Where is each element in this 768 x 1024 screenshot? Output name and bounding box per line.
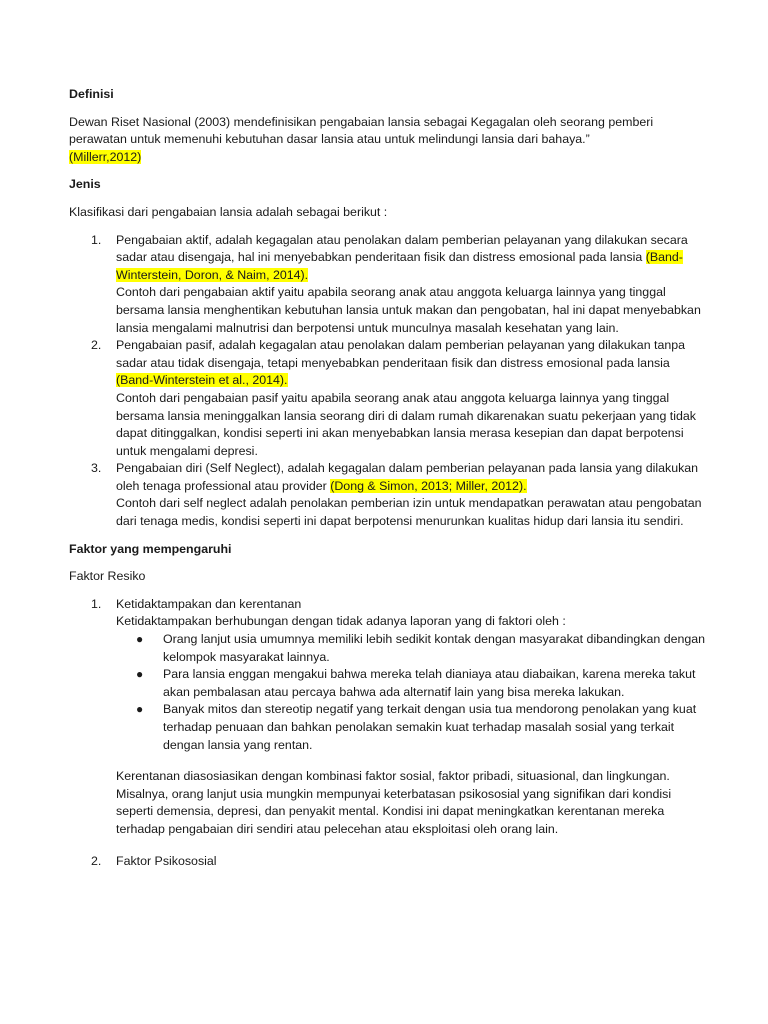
jenis-item-text: Pengabaian aktif, adalah kegagalan atau penolakan dalam pemberian pelayanan yang dilakukan secara sadar atau disengaja, hal ini menyebabkan penderitaan fisik dan distress emosional pada lansia <box>116 232 688 265</box>
resiko-list-continued <box>69 853 709 871</box>
list-item <box>69 232 709 338</box>
bullet-icon: ● <box>136 702 144 717</box>
jenis-list <box>69 232 709 531</box>
jenis-item-example: Contoh dari self neglect adalah penolakan pemberian izin untuk mendapatkan perawatan atau pengobatan dari tenaga medis, kondisi seperti ini dapat berpotensi menurunkan kualitas hidup dari lansia itu sendiri. <box>116 496 702 529</box>
bullet-item <box>116 701 709 754</box>
heading-faktor: Faktor yang mempengaruhi <box>69 541 232 556</box>
definisi-citation: (Millerr,2012) <box>69 149 142 164</box>
list-number: 1. <box>91 596 102 611</box>
jenis-item-citation: (Band-Winterstein et al., 2014). <box>116 373 288 388</box>
document-body <box>69 86 709 870</box>
jenis-item-citation: (Dong & Simon, 2013; Miller, 2012). <box>330 478 527 493</box>
list-item <box>69 460 709 530</box>
jenis-item-example: Contoh dari pengabaian aktif yaitu apabila seorang anak atau anggota keluarga lainnya yang tinggal bersama lansia menghentikan kebutuhan lansia untuk makan dan pengobatan, hal ini dapat menyebabkan lansia mengalami malnutrisi dan berpotensi untuk munculnya masalah kesehatan yang lain. <box>116 285 701 335</box>
list-item <box>69 337 709 460</box>
resiko-item-intro: Ketidaktampakan berhubungan dengan tidak adanya laporan yang di faktori oleh : <box>116 614 566 629</box>
list-item <box>69 853 709 871</box>
bullet-icon: ● <box>136 632 144 647</box>
faktor-resiko-label: Faktor Resiko <box>69 569 146 584</box>
jenis-item-text: Pengabaian diri (Self Neglect), adalah kegagalan dalam pemberian pelayanan pada lansia yang dilakukan oleh tenaga professional atau provider <box>116 461 699 493</box>
jenis-item-citation: (Band-Winterstein, Doron, & Naim, 2014). <box>116 250 683 282</box>
definisi-paragraph <box>69 114 709 167</box>
jenis-intro: Klasifikasi dari pengabaian lansia adalah sebagai berikut : <box>69 204 388 219</box>
list-number: 1. <box>91 232 102 247</box>
bullet-icon: ● <box>136 667 144 682</box>
definisi-text: Dewan Riset Nasional (2003) mendefinisikan pengabaian lansia sebagai Kegagalan oleh seorang pemberi perawatan untuk memenuhi kebutuhan dasar lansia atau untuk melindungi lansia dari bahaya.” <box>69 114 654 147</box>
resiko-item-title: Ketidaktampakan dan kerentanan <box>116 596 302 611</box>
bullet-item <box>116 666 709 701</box>
resiko-list <box>69 596 709 839</box>
list-number: 2. <box>91 338 102 353</box>
resiko-item-title: Faktor Psikososial <box>116 853 217 868</box>
list-number: 2. <box>91 853 102 868</box>
heading-definisi: Definisi <box>69 87 114 101</box>
bullet-text: Banyak mitos dan stereotip negatif yang terkait dengan usia tua mendorong penolakan yang kuat terhadap penuaan dan bahkan penolakan semakin kuat terhadap masalah sosial yang terkait dengan lansia yang rentan. <box>163 702 697 752</box>
list-item <box>69 596 709 839</box>
bullet-text: Orang lanjut usia umumnya memiliki lebih sedikit kontak dengan masyarakat dibandingkan dengan kelompok masyarakat lainnya. <box>163 632 706 664</box>
bullet-item <box>116 631 709 666</box>
jenis-item-example: Contoh dari pengabaian pasif yaitu apabila seorang anak atau anggota keluarga lainnya yang tinggal bersama lansia meninggalkan lansia seorang diri di dalam rumah dikarenakan suatu pekerjaan yang tidak dapat ditinggalkan, kondisi seperti ini akan menyebabkan lansia merasa kesepian dan dapat berpotensi untuk mengalami depresi. <box>116 390 696 458</box>
bullet-text: Para lansia enggan mengakui bahwa mereka telah dianiaya atau diabaikan, karena mereka takut akan pembalasan atau percaya bahwa ada alternatif lain yang bisa mereka lakukan. <box>163 667 696 699</box>
heading-jenis: Jenis <box>69 177 101 192</box>
resiko-bullet-list <box>116 631 709 754</box>
resiko-item-closing: Kerentanan diasosiasikan dengan kombinasi faktor sosial, faktor pribadi, situasional, dan lingkungan. Misalnya, orang lanjut usia mungkin mempunyai keterbatasan psikososial yang signifikan dari kondisi seperti demensia, depresi, dan penyakit mental. Kondisi ini dapat meningkatkan kerentanan mereka terhadap pengabaian diri sendiri atau pelecehan atau eksploitasi oleh orang lain. <box>116 769 672 836</box>
jenis-item-text: Pengabaian pasif, adalah kegagalan atau penolakan dalam pemberian pelayanan yang dilakukan tanpa sadar atau tidak disengaja, tetapi menyebabkan penderitaan fisik dan distress emosional pada lansia <box>116 338 686 370</box>
list-number: 3. <box>91 461 102 476</box>
